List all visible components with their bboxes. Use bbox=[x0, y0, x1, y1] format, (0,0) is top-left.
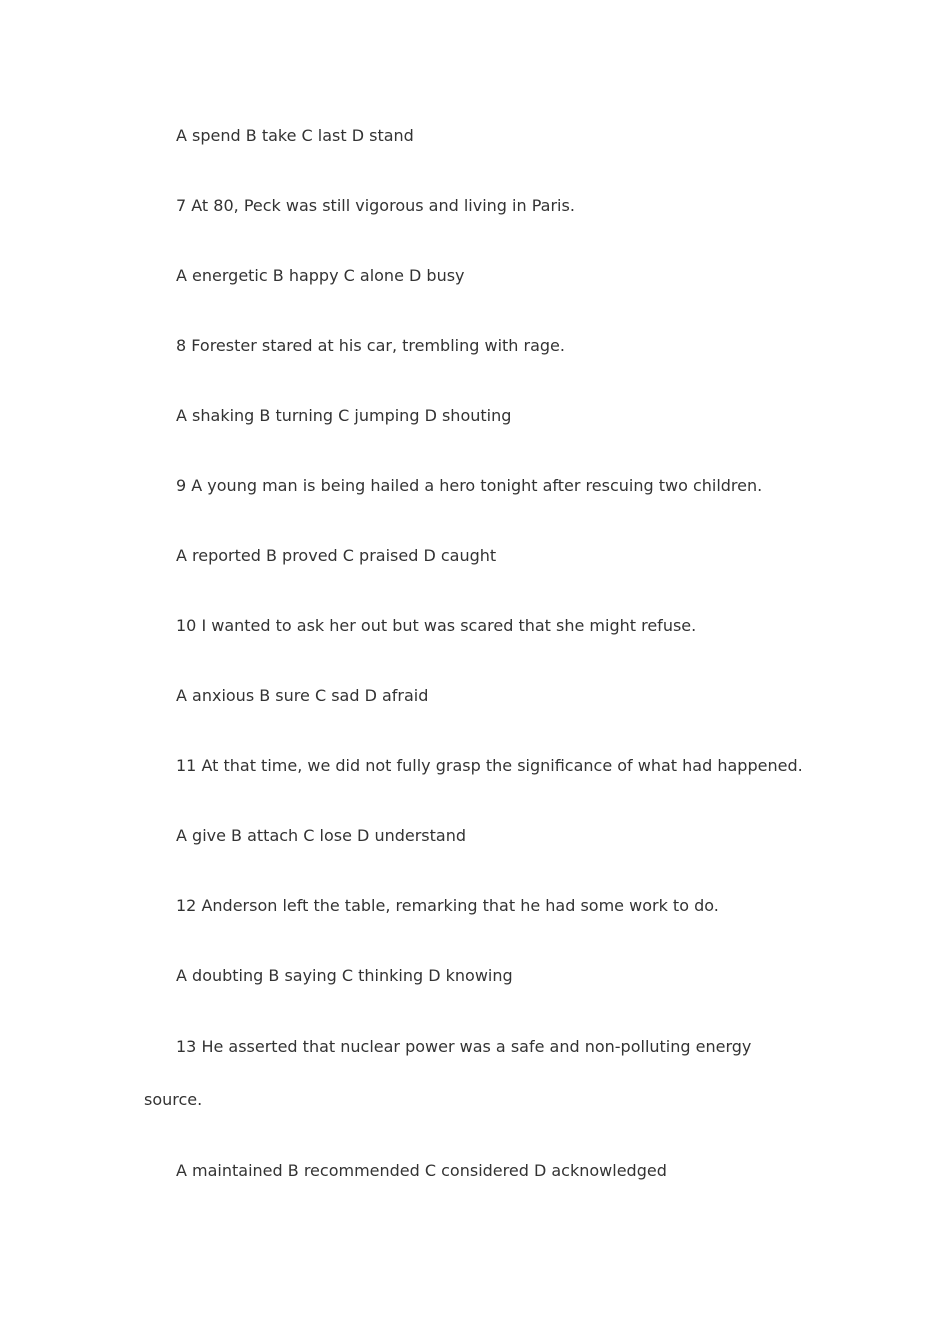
question-11: 11 At that time, we did not fully grasp the significance of what had happened. bbox=[176, 756, 803, 775]
option-line-13: A maintained B recommended C considered D acknowledged bbox=[176, 1161, 667, 1180]
option-line-10: A anxious B sure C sad D afraid bbox=[176, 686, 429, 705]
option-line-7: A energetic B happy C alone D busy bbox=[176, 266, 465, 285]
document-body bbox=[144, 124, 808, 1229]
option-line-12: A doubting B saying C thinking D knowing bbox=[176, 966, 513, 985]
question-12: 12 Anderson left the table, remarking that he had some work to do. bbox=[176, 896, 719, 915]
option-line-11: A give B attach C lose D understand bbox=[176, 826, 467, 845]
option-line-9: A reported B proved C praised D caught bbox=[176, 546, 497, 565]
option-line-8: A shaking B turning C jumping D shouting bbox=[176, 406, 512, 425]
question-10: 10 I wanted to ask her out but was scared that she might refuse. bbox=[176, 616, 697, 635]
question-9: 9 A young man is being hailed a hero tonight after rescuing two children. bbox=[176, 476, 763, 495]
option-line-6: A spend B take C last D stand bbox=[176, 126, 414, 145]
question-8: 8 Forester stared at his car, trembling with rage. bbox=[176, 336, 565, 355]
question-7: 7 At 80, Peck was still vigorous and living in Paris. bbox=[176, 196, 575, 215]
question-13: 13 He asserted that nuclear power was a safe and non-polluting energy source. bbox=[144, 1037, 752, 1109]
